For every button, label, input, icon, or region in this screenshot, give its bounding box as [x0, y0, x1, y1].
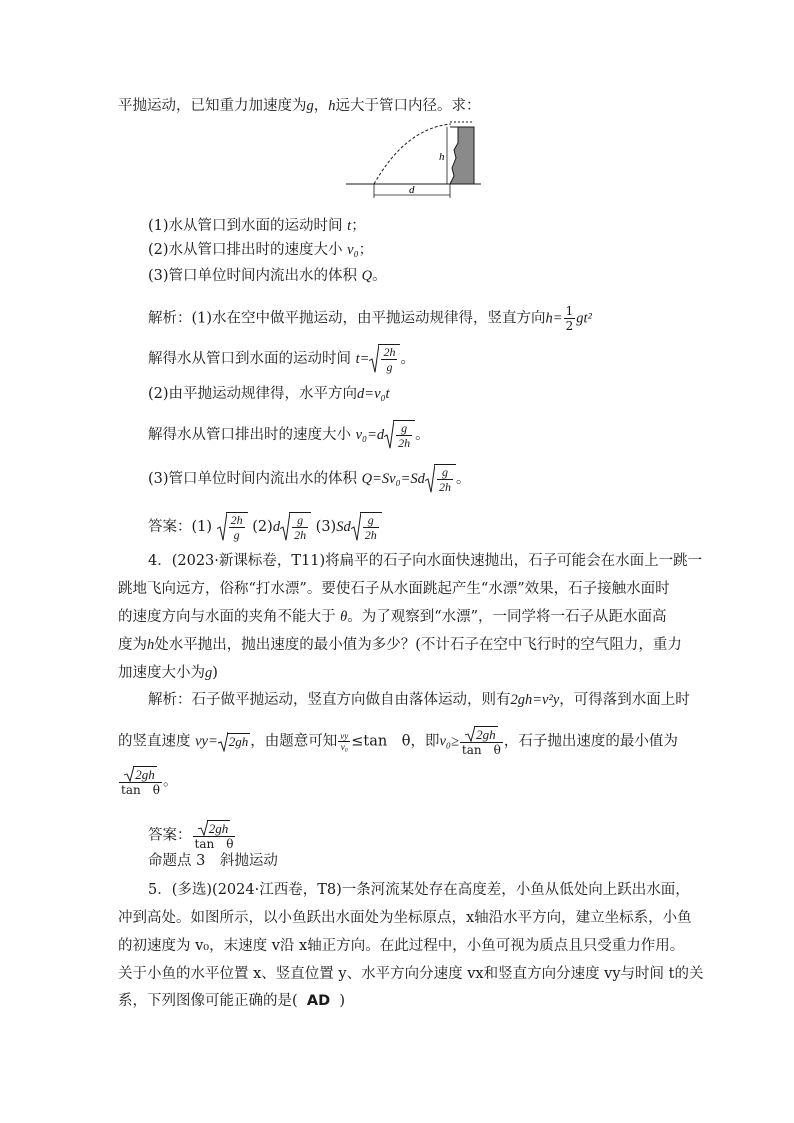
- problem4-line-1: 4．(2023·新课标卷，T11)将扁平的石子向水面快速抛出，石子可能会在水面上一跳一: [148, 553, 703, 569]
- q3-text: (3)管口单位时间内流出水的体积: [148, 268, 358, 284]
- num-g: g: [363, 513, 379, 528]
- sol4-end: 。: [415, 427, 430, 443]
- var-h: h: [147, 637, 155, 653]
- sqrt-2gh: [124, 766, 157, 782]
- answer-2-d: d: [272, 519, 281, 535]
- var-h: h: [328, 98, 336, 114]
- radical-sign: [198, 820, 208, 836]
- v0-den: v₀: [340, 742, 348, 752]
- den-2h: 2h: [364, 528, 377, 542]
- intro-text-end: 远大于管口内径。求：: [335, 98, 481, 114]
- radical-sign: [425, 464, 435, 494]
- radical-sign: [280, 512, 290, 542]
- problem4-line-3: [118, 607, 667, 627]
- problem5-line-1: 5．(多选)(2024·江西卷，T8)一条河流某处存在高度差，小鱼从低处向上跃出水面，: [148, 882, 690, 898]
- num-2h: 2h: [383, 345, 396, 359]
- s4l2-vy: vy=: [195, 733, 218, 750]
- s4l2-text: 的竖直速度: [118, 733, 191, 750]
- frac-g-2h: [437, 465, 453, 494]
- q1-text: (1)水从管口到水面的运动时间: [148, 218, 343, 234]
- var-theta: θ: [340, 609, 348, 625]
- radical-sign: [465, 726, 475, 742]
- radical-sign: [351, 512, 361, 542]
- d-label: d: [409, 184, 415, 196]
- intro-line: [118, 96, 481, 116]
- p4l5-text-end: ): [212, 665, 218, 681]
- sqrt-2gh: [465, 726, 498, 742]
- frac-g-2h: [363, 513, 379, 542]
- num-g: g: [396, 421, 412, 436]
- half-num: 1: [565, 304, 574, 318]
- answer-line-4: [148, 820, 236, 851]
- solution-line-5: [148, 464, 470, 494]
- problem4-line-5: [118, 663, 218, 683]
- answer-sqrt-1: [217, 512, 248, 542]
- projectile-figure: [346, 118, 481, 200]
- s4l1-text: 解析：石子做平抛运动，竖直方向做自由落体运动，则有: [148, 692, 511, 708]
- solution4-line-3: [118, 766, 177, 797]
- den-2h: 2h: [294, 528, 307, 542]
- solution-line-1: [148, 304, 592, 333]
- answer-part-3: (3): [315, 519, 337, 535]
- den-2h: 2h: [438, 480, 451, 494]
- sqrt-2gh: [198, 820, 231, 836]
- answer-line-1: [148, 512, 382, 542]
- q2-end: ；: [358, 242, 374, 258]
- frac-g-2h: [396, 421, 412, 450]
- problem5-line-5: [118, 991, 345, 1011]
- radical-sign: [218, 732, 228, 752]
- s4l3-end: 。: [162, 773, 178, 790]
- q3-end: 。: [372, 268, 387, 284]
- sqrt-2gh-body: 2gh: [228, 733, 249, 749]
- answer-sqrt-3: [351, 512, 382, 542]
- answer-3-sd: Sd: [336, 519, 351, 535]
- tan-theta-den: tan θ: [121, 783, 160, 797]
- sol3-eq: d=v₀t: [357, 386, 390, 402]
- answer-sqrt-2: [280, 512, 311, 542]
- p4l3-text: 的速度方向与水面的夹角不能大于: [118, 609, 336, 625]
- radical-sign: [384, 420, 394, 450]
- solution-line-3: [148, 384, 390, 404]
- problem5-line-4: 关于小鱼的水平位置 x、竖直位置 y、水平方向分速度 vx和竖直方向分速度 vy与时间 t的关: [118, 966, 704, 982]
- s4l2-v0: v₀≥: [439, 733, 459, 750]
- sol3-text: (2)由平抛运动规律得，水平方向: [148, 386, 358, 402]
- p4l4-text-end: 处水平抛出，抛出速度的最小值为多少？(不计石子在空中飞行时的空气阻力，重力: [154, 637, 682, 653]
- s4l1-text-end: ，可得落到水面上时: [559, 692, 690, 708]
- section-title: 命题点 3 斜抛运动: [148, 853, 278, 869]
- s4l2-text-c: ≤tan θ，即: [351, 733, 440, 750]
- var-g: g: [306, 98, 314, 114]
- question-1: [148, 216, 366, 236]
- answer-part-2: (2): [252, 519, 273, 535]
- radical-sign: [369, 344, 379, 374]
- bank-wall: [450, 127, 474, 184]
- p4l3-text-end: 。为了观察到“水漂”，一同学将一石子从距水面高: [347, 609, 667, 625]
- p5l5-text: 系，下列图像可能正确的是(: [118, 993, 298, 1009]
- var-g: g: [205, 665, 213, 681]
- sol5-text: (3)管口单位时间内流出水的体积: [148, 471, 358, 487]
- sol4-text: 解得水从管口排出时的速度大小: [148, 427, 351, 443]
- p4l4-text: 度为: [118, 637, 147, 653]
- s4l2-text-b: ，由题意可知: [250, 733, 338, 750]
- q3-var: Q: [361, 268, 373, 284]
- question-3: [148, 266, 387, 286]
- sol5-end: 。: [455, 471, 471, 487]
- comma: ，: [313, 98, 329, 114]
- sol1-text: 解析：(1)水在空中做平抛运动，由平抛运动规律得，竖直方向: [148, 310, 546, 327]
- solution4-line-1: [148, 690, 690, 710]
- tan-theta-den: tan θ: [194, 837, 234, 851]
- answer4-label: 答案：: [148, 827, 192, 844]
- h-label: h: [439, 151, 445, 163]
- frac-2h-g: [229, 513, 245, 542]
- q1-end: ；: [351, 218, 366, 234]
- sqrt-2gh: [218, 732, 251, 752]
- problem5-line-2: 冲到高处。如图所示，以小鱼跃出水面处为坐标原点，x轴沿水平方向，建立坐标系，小鱼: [118, 910, 692, 926]
- p5l5-close: ): [339, 993, 346, 1009]
- sol2-text: 解得水从管口到水面的运动时间: [148, 351, 351, 367]
- answer4-fraction: [193, 820, 236, 851]
- den-g: g: [233, 528, 240, 542]
- solution4-line-2: [118, 726, 678, 757]
- half-den: 2: [565, 319, 574, 333]
- sqrt-g-2h: [425, 464, 456, 494]
- problem5-line-3: 的初速度为 v₀，末速度 v沿 x轴正方向。在此过程中，小鱼可视为质点且只受重力作用。: [118, 938, 685, 954]
- vy-num: vy: [340, 731, 349, 741]
- min-speed-fraction: [460, 726, 503, 757]
- sol1-eq: h=: [545, 310, 563, 327]
- solution-line-4: [148, 420, 430, 450]
- p4l5-text: 加速度大小为: [118, 665, 205, 681]
- sqrt-2gh-body: 2gh: [208, 821, 229, 836]
- vy-over-v0: [338, 731, 350, 752]
- q2-text: (2)水从管口排出时的速度大小: [148, 242, 343, 258]
- answer-label: 答案：(1): [148, 519, 213, 535]
- intro-text: 平抛运动，已知重力加速度为: [118, 98, 307, 114]
- num-g: g: [437, 465, 453, 480]
- problem4-line-4: [118, 635, 682, 655]
- radical-sign: [217, 512, 227, 542]
- sqrt-2h-g: [369, 344, 400, 374]
- problem4-line-2: 跳地飞向远方，俗称“打水漂”。要使石子从水面跳起产生“水漂”效果，石子接触水面时: [118, 581, 670, 597]
- den-2h: 2h: [398, 436, 411, 450]
- num-g: g: [292, 513, 308, 528]
- sol2-end: 。: [400, 351, 415, 367]
- sol4-eq: v₀=d: [355, 427, 385, 443]
- num-2h: 2h: [230, 513, 243, 527]
- answer-choice: AD: [306, 993, 331, 1009]
- question-2: [148, 240, 373, 260]
- q2-var: v₀: [347, 242, 359, 258]
- s4l1-eq: 2gh=v²y: [510, 692, 560, 708]
- solution-line-2: [148, 344, 415, 374]
- min-speed-fraction: [119, 766, 162, 797]
- sqrt-2gh-body: 2gh: [476, 727, 496, 742]
- half-fraction: [564, 304, 576, 333]
- sqrt-2gh-body: 2gh: [135, 767, 155, 782]
- sol5-eq: Q=Sv₀=Sd: [361, 471, 425, 487]
- s4l2-text-d: ，石子抛出速度的最小值为: [503, 733, 678, 750]
- q1-var: t: [347, 218, 352, 234]
- den-g: g: [386, 360, 393, 374]
- sol2-eq: t=: [355, 351, 370, 367]
- radical-sign: [124, 766, 134, 782]
- frac-g-2h: [292, 513, 308, 542]
- tan-theta-den: tan θ: [461, 743, 501, 757]
- sol1-tail: gt²: [576, 310, 592, 327]
- sqrt-g-2h: [384, 420, 415, 450]
- frac-2h-g: [381, 345, 397, 374]
